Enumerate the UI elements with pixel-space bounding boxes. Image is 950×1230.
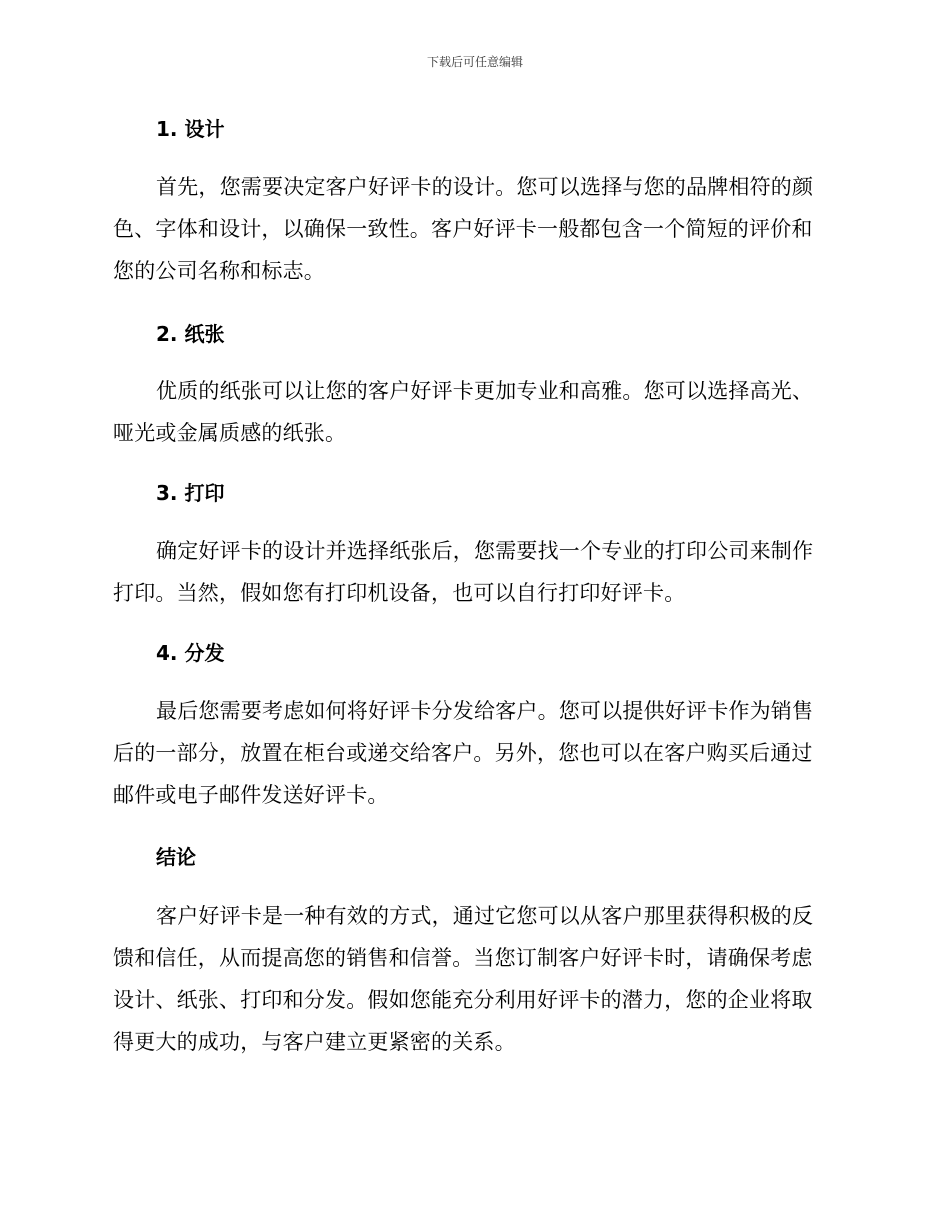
section-heading-distribution: 4. 分发 <box>156 641 225 665</box>
section-heading-paper: 2. 纸张 <box>156 322 225 346</box>
section-paragraph-design: 首先，您需要决定客户好评卡的设计。您可以选择与您的品牌相符的颜色、字体和设计，以确保一致性。客户好评卡一般都包含一个简短的评价和您的公司名称和标志。 <box>113 175 814 283</box>
section-heading-printing: 3. 打印 <box>156 481 225 505</box>
section-paragraph-paper: 优质的纸张可以让您的客户好评卡更加专业和高雅。您可以选择高光、哑光或金属质感的纸张。 <box>113 379 814 445</box>
section-heading-design: 1. 设计 <box>156 117 225 141</box>
section-paragraph-conclusion: 客户好评卡是一种有效的方式，通过它您可以从客户那里获得积极的反馈和信任，从而提高您的销售和信誉。当您订制客户好评卡时，请确保考虑设计、纸张、打印和分发。假如您能充分利用好评卡的潜力，您的企业将取得更大的成功，与客户建立更紧密的关系。 <box>113 904 814 1054</box>
section-heading-conclusion: 结论 <box>156 845 196 869</box>
section-paragraph-distribution: 最后您需要考虑如何将好评卡分发给客户。您可以提供好评卡作为销售后的一部分，放置在柜台或递交给客户。另外，您也可以在客户购买后通过邮件或电子邮件发送好评卡。 <box>113 699 814 807</box>
section-paragraph-printing: 确定好评卡的设计并选择纸张后，您需要找一个专业的打印公司来制作打印。当然，假如您有打印机设备，也可以自行打印好评卡。 <box>113 539 814 605</box>
header-note: 下载后可任意编辑 <box>426 55 523 69</box>
